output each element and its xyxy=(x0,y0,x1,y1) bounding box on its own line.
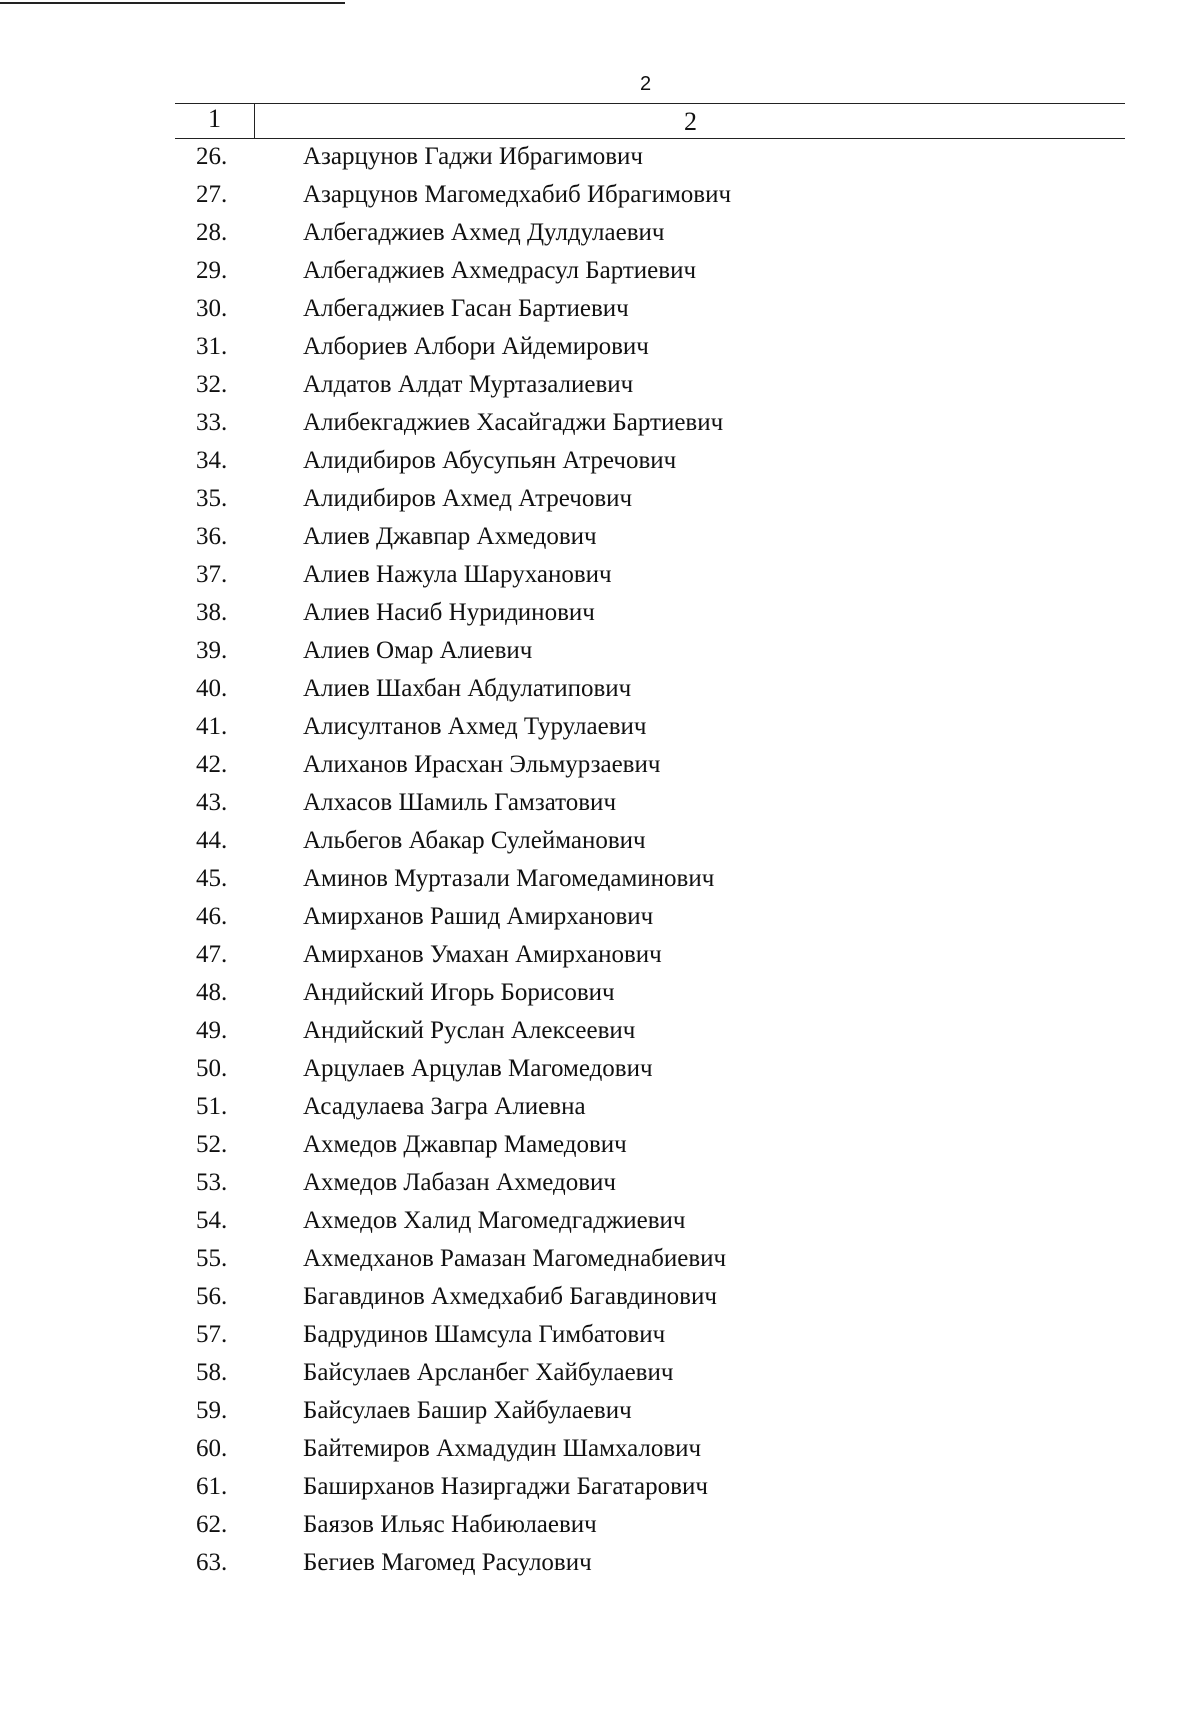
table-row xyxy=(0,1164,1200,1202)
table-row xyxy=(0,670,1200,708)
table-row xyxy=(0,480,1200,518)
person-name: Алиев Джавпар Ахмедович xyxy=(303,523,597,550)
table-row xyxy=(0,708,1200,746)
person-name: Азарцунов Магомедхабиб Ибрагимович xyxy=(303,181,732,208)
row-number: 36. xyxy=(196,523,228,550)
person-name: Ахмедов Халид Магомедгаджиевич xyxy=(303,1207,686,1234)
person-name: Алидибиров Ахмед Атречович xyxy=(303,485,633,512)
row-number: 51. xyxy=(196,1093,228,1120)
row-number: 53. xyxy=(196,1169,228,1196)
person-name: Арцулаев Арцулав Магомедович xyxy=(303,1055,653,1082)
person-name: Албегаджиев Гасан Бартиевич xyxy=(303,295,629,322)
row-number: 58. xyxy=(196,1359,228,1386)
table-row xyxy=(0,366,1200,404)
table-row xyxy=(0,518,1200,556)
table-row xyxy=(0,898,1200,936)
row-number: 31. xyxy=(196,333,228,360)
row-number: 32. xyxy=(196,371,228,398)
person-name: Алдатов Алдат Муртазалиевич xyxy=(303,371,634,398)
row-number: 39. xyxy=(196,637,228,664)
row-number: 63. xyxy=(196,1549,228,1576)
table-row xyxy=(0,1468,1200,1506)
person-name: Албегаджиев Ахмед Дулдулаевич xyxy=(303,219,665,246)
row-number: 35. xyxy=(196,485,228,512)
row-number: 60. xyxy=(196,1435,228,1462)
person-name: Алисултанов Ахмед Турулаевич xyxy=(303,713,647,740)
row-number: 43. xyxy=(196,789,228,816)
table-row xyxy=(0,1354,1200,1392)
person-name: Аминов Муртазали Магомедаминович xyxy=(303,865,715,892)
row-number: 61. xyxy=(196,1473,228,1500)
table-row xyxy=(0,974,1200,1012)
row-number: 29. xyxy=(196,257,228,284)
person-name: Багавдинов Ахмедхабиб Багавдинович xyxy=(303,1283,717,1310)
person-name: Альбегов Абакар Сулейманович xyxy=(303,827,646,854)
person-name: Ахмедханов Рамазан Магомеднабиевич xyxy=(303,1245,727,1272)
row-number: 40. xyxy=(196,675,228,702)
header-column-name: 2 xyxy=(684,107,697,136)
row-number: 59. xyxy=(196,1397,228,1424)
row-number: 37. xyxy=(196,561,228,588)
person-name: Алиханов Ирасхан Эльмурзаевич xyxy=(303,751,661,778)
person-name: Алидибиров Абусупьян Атречович xyxy=(303,447,677,474)
person-name: Албориев Албори Айдемирович xyxy=(303,333,649,360)
table-row xyxy=(0,1430,1200,1468)
table-row xyxy=(0,214,1200,252)
table-row xyxy=(0,404,1200,442)
person-name: Албегаджиев Ахмедрасул Бартиевич xyxy=(303,257,697,284)
row-number: 54. xyxy=(196,1207,228,1234)
row-number: 33. xyxy=(196,409,228,436)
table-row xyxy=(0,252,1200,290)
row-number: 28. xyxy=(196,219,228,246)
row-number: 50. xyxy=(196,1055,228,1082)
person-name: Алиев Нажула Шаруханович xyxy=(303,561,612,588)
table-row xyxy=(0,784,1200,822)
table-row xyxy=(0,1278,1200,1316)
table-row xyxy=(0,822,1200,860)
table-row xyxy=(0,1544,1200,1582)
table-row xyxy=(0,176,1200,214)
table-row xyxy=(0,1392,1200,1430)
person-name: Алиев Шахбан Абдулатипович xyxy=(303,675,632,702)
row-number: 41. xyxy=(196,713,228,740)
person-name: Бадрудинов Шамсула Гимбатович xyxy=(303,1321,666,1348)
person-name: Андийский Руслан Алексеевич xyxy=(303,1017,636,1044)
table-header xyxy=(175,103,1125,139)
row-number: 57. xyxy=(196,1321,228,1348)
page-number: 2 xyxy=(640,73,652,95)
table-row xyxy=(0,442,1200,480)
table-row xyxy=(0,556,1200,594)
row-number: 46. xyxy=(196,903,228,930)
person-name: Байсулаев Башир Хайбулаевич xyxy=(303,1397,632,1424)
person-name: Байсулаев Арсланбег Хайбулаевич xyxy=(303,1359,674,1386)
table-row xyxy=(0,1240,1200,1278)
row-number: 49. xyxy=(196,1017,228,1044)
row-number: 34. xyxy=(196,447,228,474)
table-row xyxy=(0,1506,1200,1544)
table-row xyxy=(0,1202,1200,1240)
row-number: 30. xyxy=(196,295,228,322)
row-number: 55. xyxy=(196,1245,228,1272)
row-number: 52. xyxy=(196,1131,228,1158)
person-name: Амирханов Умахан Амирханович xyxy=(303,941,662,968)
person-name: Амирханов Рашид Амирханович xyxy=(303,903,654,930)
table-row xyxy=(0,594,1200,632)
person-name: Андийский Игорь Борисович xyxy=(303,979,615,1006)
person-name: Баширханов Назиргаджи Багатарович xyxy=(303,1473,708,1500)
row-number: 45. xyxy=(196,865,228,892)
table-row xyxy=(0,138,1200,176)
person-name: Азарцунов Гаджи Ибрагимович xyxy=(303,143,643,170)
table-row xyxy=(0,936,1200,974)
table-row xyxy=(0,746,1200,784)
person-name: Байтемиров Ахмадудин Шамхалович xyxy=(303,1435,702,1462)
person-name: Ахмедов Джавпар Мамедович xyxy=(303,1131,627,1158)
scan-edge-line xyxy=(0,2,345,4)
table-row xyxy=(0,1126,1200,1164)
table-row xyxy=(0,1088,1200,1126)
row-number: 44. xyxy=(196,827,228,854)
table-row xyxy=(0,860,1200,898)
person-name: Алиев Омар Алиевич xyxy=(303,637,533,664)
row-number: 27. xyxy=(196,181,228,208)
table-row xyxy=(0,1012,1200,1050)
table-row xyxy=(0,1316,1200,1354)
row-number: 42. xyxy=(196,751,228,778)
row-number: 62. xyxy=(196,1511,228,1538)
person-name: Бегиев Магомед Расулович xyxy=(303,1549,592,1576)
names-list xyxy=(0,138,1200,1582)
person-name: Асадулаева Загра Алиевна xyxy=(303,1093,586,1120)
row-number: 26. xyxy=(196,143,228,170)
row-number: 48. xyxy=(196,979,228,1006)
person-name: Ахмедов Лабазан Ахмедович xyxy=(303,1169,617,1196)
person-name: Алибекгаджиев Хасайгаджи Бартиевич xyxy=(303,409,724,436)
table-row xyxy=(0,290,1200,328)
person-name: Алиев Насиб Нуридинович xyxy=(303,599,595,626)
person-name: Алхасов Шамиль Гамзатович xyxy=(303,789,617,816)
row-number: 47. xyxy=(196,941,228,968)
row-number: 56. xyxy=(196,1283,228,1310)
table-row xyxy=(0,1050,1200,1088)
table-row xyxy=(0,328,1200,366)
person-name: Баязов Ильяс Набиюлаевич xyxy=(303,1511,597,1538)
row-number: 38. xyxy=(196,599,228,626)
table-row xyxy=(0,632,1200,670)
header-column-number: 1 xyxy=(175,104,255,138)
